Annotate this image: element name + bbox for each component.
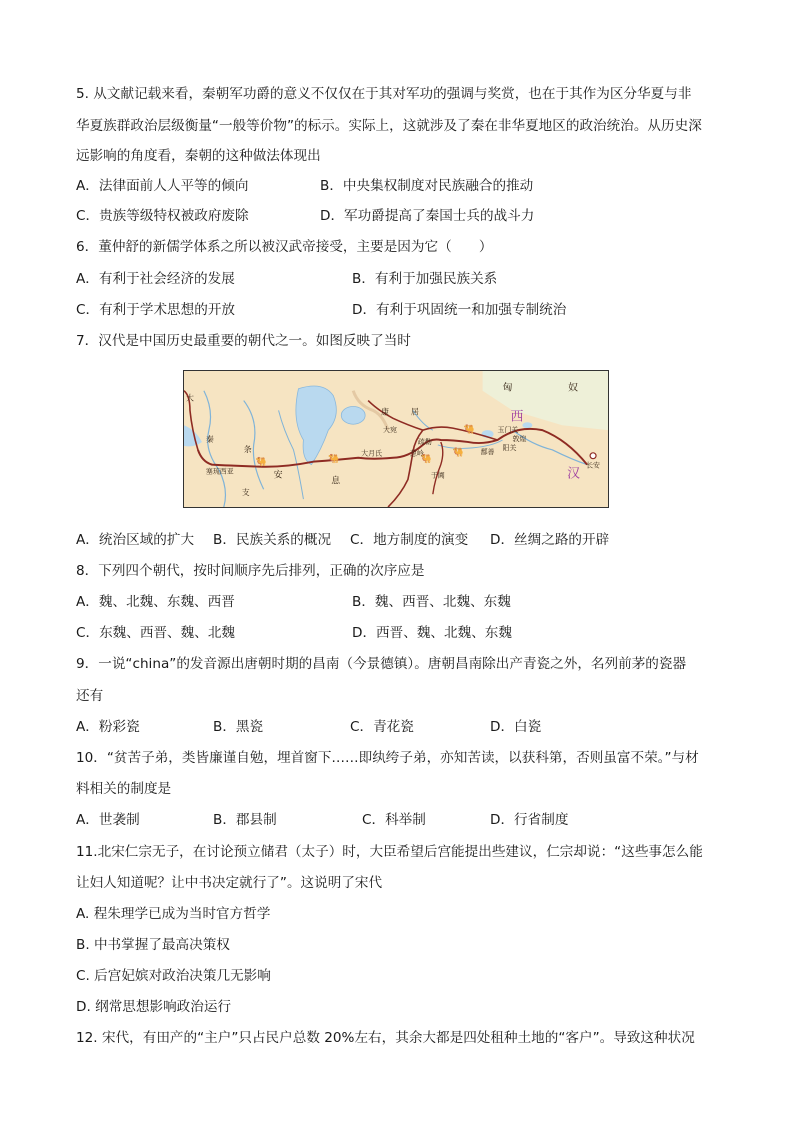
map-label-congling: 葱岭 [409,449,424,458]
q5-stem-line-1: 5. 从文献记载来看，秦朝军功爵的意义不仅仅在于其对军功的强调与奖赏，也在于其作为区分华夏与非 [76,86,692,102]
q7-option-b: B．民族关系的概况 [213,532,332,548]
q12-stem-line-1: 12. 宋代，有田产的“主户”只占民户总数 20%左右，其余大都是四处租种土地的“客户”。导致这种状况 [76,1030,695,1046]
q8-option-a: A．魏、北魏、东魏、西晋 [76,594,235,610]
q6-option-c: C．有利于学术思想的开放 [76,302,236,318]
map-label-tiao: 条 [243,444,252,454]
q6-option-b: B．有利于加强民族关系 [352,271,498,287]
q10-option-c: C．科举制 [362,812,426,828]
q9-stem-line-1: 9．一说“china”的发音源出唐朝时期的昌南（今景德镇）。唐朝昌南除出产青瓷之外，名列前茅的瓷器 [76,656,687,672]
caravan-icon: 🐫 [452,447,464,458]
caravan-icon: 🐫 [328,454,340,465]
q5-option-c: C．贵族等级特权被政府废除 [76,208,249,224]
q9-stem-line-2: 还有 [76,688,104,704]
q5-stem-line-2: 华夏族群政治层级衡量“一般等价物”的标示。实际上，这就涉及了秦在非华夏地区的政治统治。从历史深 [76,118,702,134]
caravan-icon: 🐫 [463,425,475,436]
map-label-han: 汉 [567,466,581,482]
map-label-xiongnu-1: 匈 [502,382,513,394]
q5-option-a: A．法律面前人人平等的倾向 [76,178,249,194]
caravan-icon: 🐫 [420,454,433,465]
map-label-an: 安 [273,470,283,481]
map-label-xi: 西 [510,409,524,425]
q8-stem: 8．下列四个朝代，按时间顺序先后排列，正确的次序应是 [76,563,425,579]
map-label-xiongnu-2: 奴 [568,382,579,394]
q8-option-d: D．西晋、魏、北魏、东魏 [352,625,512,641]
q9-option-b: B．黑瓷 [213,719,264,735]
map-label-dayuezhi: 大月氏 [361,449,383,458]
q6-option-d: D．有利于巩固统一和加强专制统治 [352,302,567,318]
q7-option-d: D．丝绸之路的开辟 [490,532,610,548]
q7-stem: 7．汉代是中国历史最重要的朝代之一。如图反映了当时 [76,333,411,349]
q6-option-a: A．有利于社会经济的发展 [76,271,235,287]
silk-road-map [183,370,609,508]
map-label-dunhuang: 敦煌 [512,435,527,443]
q8-option-c: C．东魏、西晋、魏、北魏 [76,625,236,641]
q11-option-c: C. 后宫妃嫔对政治决策几无影响 [76,968,271,984]
q10-option-b: B．郡县制 [213,812,277,828]
q9-option-d: D．白瓷 [490,719,542,735]
changan-marker [590,453,596,459]
map-label-zhi: 支 [241,488,250,498]
map-label-selucia: 塞琉西亚 [205,467,234,476]
map-label-kang: 康 [381,407,390,417]
q5-stem-line-3: 远影响的角度看，秦朝的这种做法体现出 [76,148,321,164]
map-label-qin: 秦 [205,434,214,444]
q7-option-c: C．地方制度的演变 [350,532,469,548]
q5-option-b: B．中央集权制度对民族融合的推动 [320,178,534,194]
q10-stem-line-2: 料相关的制度是 [76,781,172,797]
q11-option-b: B. 中书掌握了最高决策权 [76,937,230,953]
q10-option-a: A．世袭制 [76,812,140,828]
map-label-yumenguan: 玉门关 [497,426,519,435]
q6-stem: 6．董仲舒的新儒学体系之所以被汉武帝接受，主要是因为它（ ） [76,239,493,255]
q11-stem-line-1: 11.北宋仁宗无子，在讨论预立储君（太子）时，大臣希望后宫能提出些建议，仁宗却说：“这些事怎么能 [76,844,703,860]
map-label-xi2: 息 [331,476,341,487]
map-label-yutian: 于阗 [430,471,445,480]
map-label-dayuan: 大宛 [383,426,397,435]
q5-option-d: D．军功爵提高了秦国士兵的战斗力 [320,208,535,224]
q11-option-a: A. 程朱理学已成为当时官方哲学 [76,906,271,922]
q9-option-a: A．粉彩瓷 [76,719,140,735]
map-label-da: 大 [185,393,194,403]
q7-option-a: A．统治区域的扩大 [76,532,195,548]
caravan-icon: 🐫 [255,457,267,468]
map-label-ju: 居 [410,407,419,417]
q10-stem-line-1: 10．“贫苦子弟，类皆廉谨自勉，埋首窗下……即纨绔子弟，亦知苦读，以获科第，否则虽富不荣。”与材 [76,750,699,766]
map-label-yangguan: 阳关 [502,443,517,452]
q11-option-d: D. 纲常思想影响政治运行 [76,999,232,1015]
q11-stem-line-2: 让妇人知道呢？让中书决定就行了”。这说明了宋代 [76,875,383,891]
q9-option-c: C．青花瓷 [350,719,414,735]
q10-option-d: D．行省制度 [490,812,569,828]
map-label-shule: 疏勒 [417,437,432,446]
map-label-changan: 长安 [586,461,601,470]
q8-option-b: B．魏、西晋、北魏、东魏 [352,594,511,610]
map-label-shanshan: 鄯善 [480,447,495,456]
